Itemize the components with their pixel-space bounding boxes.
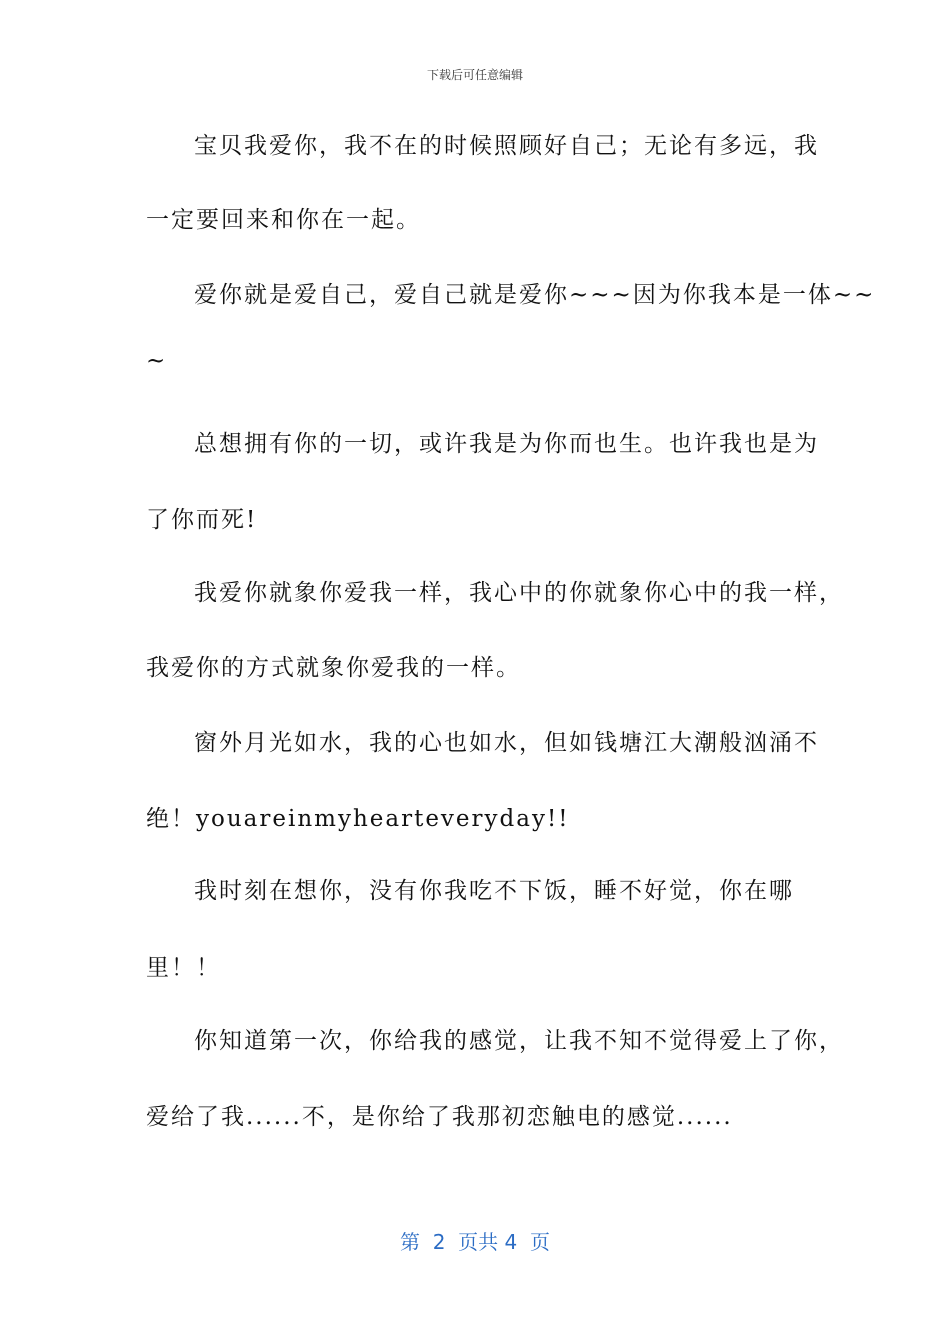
- page-header: 下载后可任意编辑: [426, 68, 523, 82]
- paragraph-3-line-1: 总想拥有你的一切，或许我是为你而也生。也许我也是为: [194, 431, 819, 457]
- paragraph-2-line-1: 爱你就是爱自己，爱自己就是爱你~~~因为你我本是一体~~: [194, 282, 876, 308]
- paragraph-3-line-2: 了你而死!: [146, 507, 258, 533]
- paragraph-4-line-2: 我爱你的方式就象你爱我的一样。: [146, 655, 521, 681]
- paragraph-6-line-1: 我时刻在想你，没有你我吃不下饭，睡不好觉，你在哪: [194, 878, 794, 904]
- paragraph-1-line-1: 宝贝我爱你，我不在的时候照顾好自己；无论有多远，我: [194, 133, 819, 159]
- paragraph-7-line-1: 你知道第一次，你给我的感觉，让我不知不觉得爱上了你，: [194, 1028, 844, 1054]
- paragraph-6-line-2: 里！！: [146, 955, 221, 981]
- paragraph-2-line-2: ~: [146, 348, 168, 374]
- paragraph-1-line-2: 一定要回来和你在一起。: [146, 207, 421, 233]
- paragraph-4-line-1: 我爱你就象你爱我一样，我心中的你就象你心中的我一样，: [194, 580, 844, 606]
- paragraph-5-line-2: 绝！youareinmyhearteveryday!!: [146, 806, 570, 832]
- paragraph-5-line-1: 窗外月光如水，我的心也如水，但如钱塘江大潮般汹涌不: [194, 730, 819, 756]
- paragraph-7-line-2: 爱给了我......不，是你给了我那初恋触电的感觉......: [146, 1104, 733, 1130]
- page-number-footer: 第 2 页共 4 页: [400, 1230, 550, 1254]
